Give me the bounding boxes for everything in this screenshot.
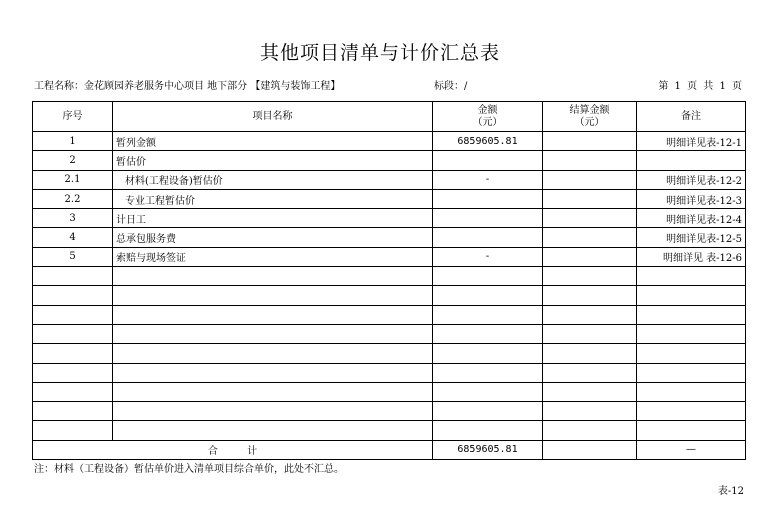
cell-no: 2.2 [33,189,113,208]
cell-no: 4 [33,228,113,247]
cell-amount [433,151,543,170]
project-name: 工程名称：金花顾园养老服务中心项目 地下部分 【建筑与装饰工程】 [34,81,341,92]
empty-row [33,421,746,440]
header-amount [433,102,543,132]
empty-row [33,382,746,401]
total-amount: 6859605.81 [433,440,543,459]
table-header-row [33,102,746,132]
table-row [33,132,746,151]
table-row [33,170,746,189]
page-title: 其他项目清单与计价汇总表 [259,42,500,64]
cell-settle [543,228,637,247]
cell-no: 2 [33,151,113,170]
cell-name: 专业工程暂估价 [113,189,433,208]
empty-row [33,344,746,363]
cell-name: 材料(工程设备)暂估价 [113,170,433,189]
empty-row [33,402,746,421]
cell-no: 5 [33,247,113,266]
header-settle-line1: 结算金额 [569,104,610,116]
cell-name: 索赔与现场签证 [113,247,433,266]
cell-settle [543,247,637,266]
empty-row [33,267,746,286]
section-label: 标段：/ [434,81,468,92]
cell-no: 2.1 [33,170,113,189]
table-row [33,151,746,170]
cell-amount [433,209,543,228]
cell-remark: 明细详见表-12-3 [637,189,746,208]
table-code: 表-12 [717,486,744,497]
table-row [33,189,746,208]
cell-settle [543,151,637,170]
page-counter: 第 1 页 共 1 页 [658,81,742,92]
header-remark: 备注 [637,102,746,132]
cell-remark [637,151,746,170]
cell-remark: 明细详见表-12-2 [637,170,746,189]
total-row [33,440,746,459]
cell-no: 1 [33,132,113,151]
empty-row [33,305,746,324]
total-remark: — [637,440,746,459]
footnote: 注：材料（工程设备）暂估单价进入清单项目综合单价，此处不汇总。 [34,464,344,475]
cell-amount: - [433,170,543,189]
header-amount-line1: 金额 [477,104,498,116]
cell-name: 总承包服务费 [113,228,433,247]
table-row [33,247,746,266]
empty-row [33,363,746,382]
cell-amount [433,228,543,247]
summary-table [32,101,746,460]
cell-remark: 明细详见表-12-4 [637,209,746,228]
empty-row [33,324,746,343]
cell-settle [543,189,637,208]
cell-name: 暂估价 [113,151,433,170]
cell-amount: - [433,247,543,266]
cell-amount: 6859605.81 [433,132,543,151]
cell-name: 暂列金额 [113,132,433,151]
total-label: 合 计 [33,440,433,459]
table-row [33,228,746,247]
cell-amount [433,189,543,208]
cell-no: 3 [33,209,113,228]
total-settle [543,440,637,459]
empty-row [33,286,746,305]
cell-remark: 明细详见表-12-5 [637,228,746,247]
cell-settle [543,170,637,189]
header-no: 序号 [33,102,113,132]
header-amount-line2: （元） [472,116,503,128]
header-settle-line2: （元） [574,116,605,128]
cell-remark: 明细详见表-12-1 [637,132,746,151]
cell-remark: 明细详见 表-12-6 [637,247,746,266]
cell-name: 计日工 [113,209,433,228]
header-name: 项目名称 [113,102,433,132]
table-row [33,209,746,228]
cell-settle [543,209,637,228]
cell-settle [543,132,637,151]
header-settle [543,102,637,132]
